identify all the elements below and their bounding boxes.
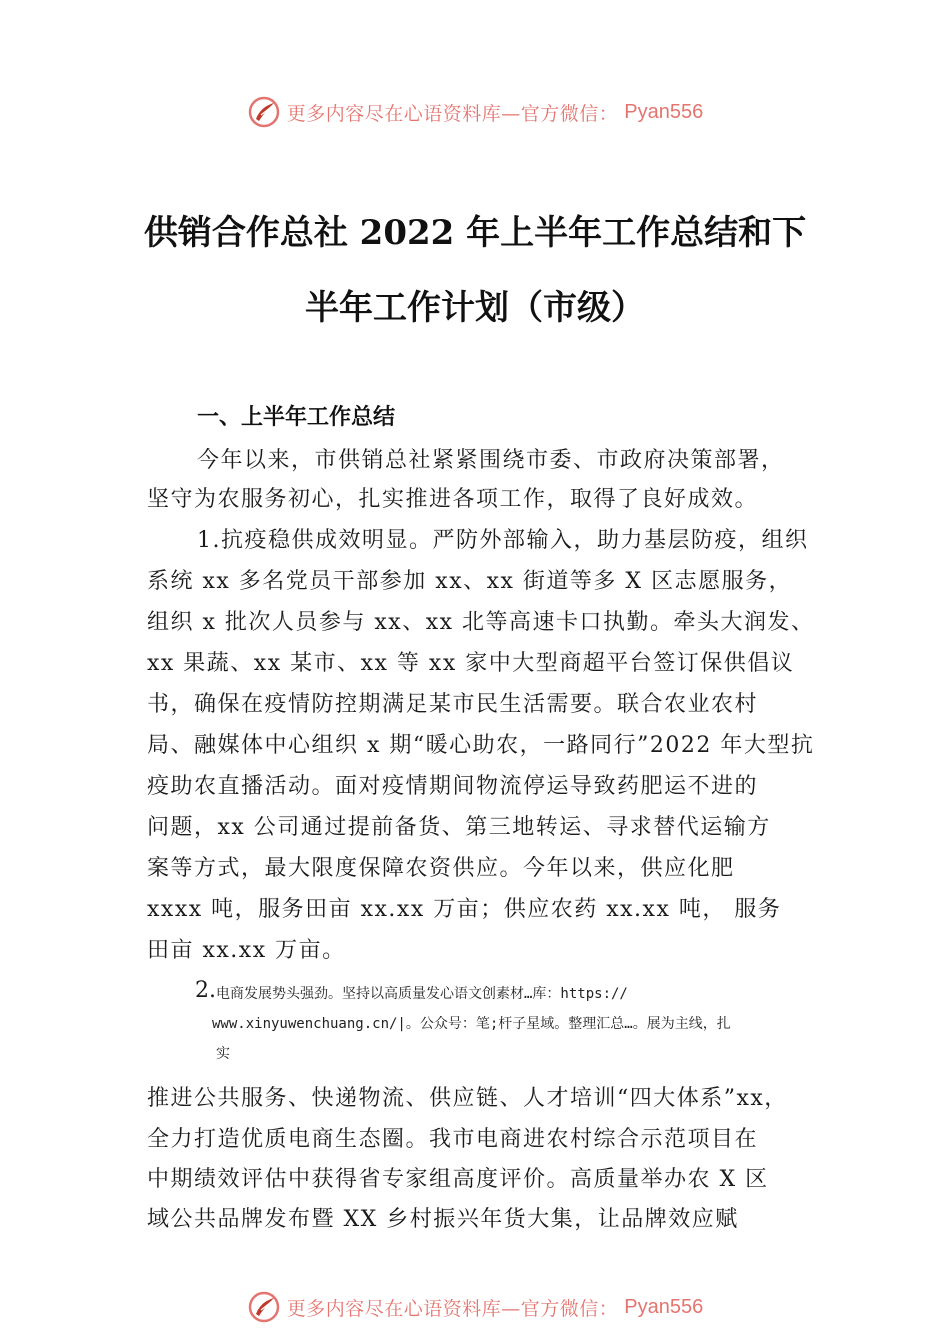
body-line: 1.抗疫稳供成效明显。严防外部输入，助力基层防疫，组织 <box>197 528 809 553</box>
watermark-id: Pyan556 <box>624 100 704 123</box>
watermark-bottom <box>0 1290 950 1330</box>
body-line: 案等方式，最大限度保障农资供应。今年以来，供应化肥 <box>147 856 735 881</box>
small-line: 实 <box>216 1046 230 1062</box>
body-line: 田亩 xx.xx 万亩。 <box>147 938 346 963</box>
body-line: xx 果蔬、xx 某市、xx 等 xx 家中大型商超平台签订保供倡议 <box>147 651 795 676</box>
body-line: 局、融媒体中心组织 x 期“暖心助农，一路同行”2022 年大型抗 <box>147 733 815 758</box>
body-line: xxxx 吨，服务田亩 xx.xx 万亩；供应农药 xx.xx 吨， 服务 <box>147 897 782 922</box>
watermark-text: 更多内容尽在心语资料库—官方微信： <box>286 102 619 125</box>
watermark-text: 更多内容尽在心语资料库—官方微信： <box>286 1297 619 1320</box>
small-line: www.xinyuwenchuang.cn/|。公众号：笔;杆子星域。整理汇总…。展为主线，扎 <box>212 1016 731 1032</box>
body-line: 推进公共服务、快递物流、供应链、人才培训“四大体系”xx， <box>147 1086 788 1111</box>
body-line: 系统 xx 多名党员干部参加 xx、xx 街道等多 X 区志愿服务， <box>147 569 793 594</box>
body-line: 全力打造优质电商生态圈。我市电商进农村综合示范项目在 <box>147 1127 759 1152</box>
body-line: 今年以来，市供销总社紧紧围绕市委、市政府决策部署， <box>197 448 785 473</box>
body-line: 坚守为农服务初心，扎实推进各项工作，取得了良好成效。 <box>147 487 759 512</box>
logo-icon <box>247 95 281 129</box>
logo-icon <box>247 1290 281 1324</box>
body-line: 组织 x 批次人员参与 xx、xx 北等高速卡口执勤。牵头大润发、 <box>147 610 815 635</box>
body-line: 问题，xx 公司通过提前备货、第三地转运、寻求替代运输方 <box>147 815 771 840</box>
body-line: 书，确保在疫情防控期满足某市民生活需要。联合农业农村 <box>147 692 759 717</box>
small-line: 电商发展势头强劲。坚持以高质量发心语文创素材…库：https:// <box>216 986 628 1002</box>
body-line: 域公共品牌发布暨 XX 乡村振兴年货大集，让品牌效应赋 <box>147 1207 739 1232</box>
watermark-id: Pyan556 <box>624 1295 704 1318</box>
body-line: 中期绩效评估中获得省专家组高度评价。高质量举办农 X 区 <box>147 1167 769 1192</box>
body-line: 疫助农直播活动。面对疫情期间物流停运导致药肥运不进的 <box>147 774 759 799</box>
item-number: 2. <box>195 978 216 1003</box>
watermark-top <box>0 95 950 135</box>
doc-title-line2: 半年工作计划（市级） <box>305 288 645 328</box>
section-heading: 一、上半年工作总结 <box>197 405 396 430</box>
doc-title-line1: 供销合作总社 2022 年上半年工作总结和下 <box>143 213 807 253</box>
